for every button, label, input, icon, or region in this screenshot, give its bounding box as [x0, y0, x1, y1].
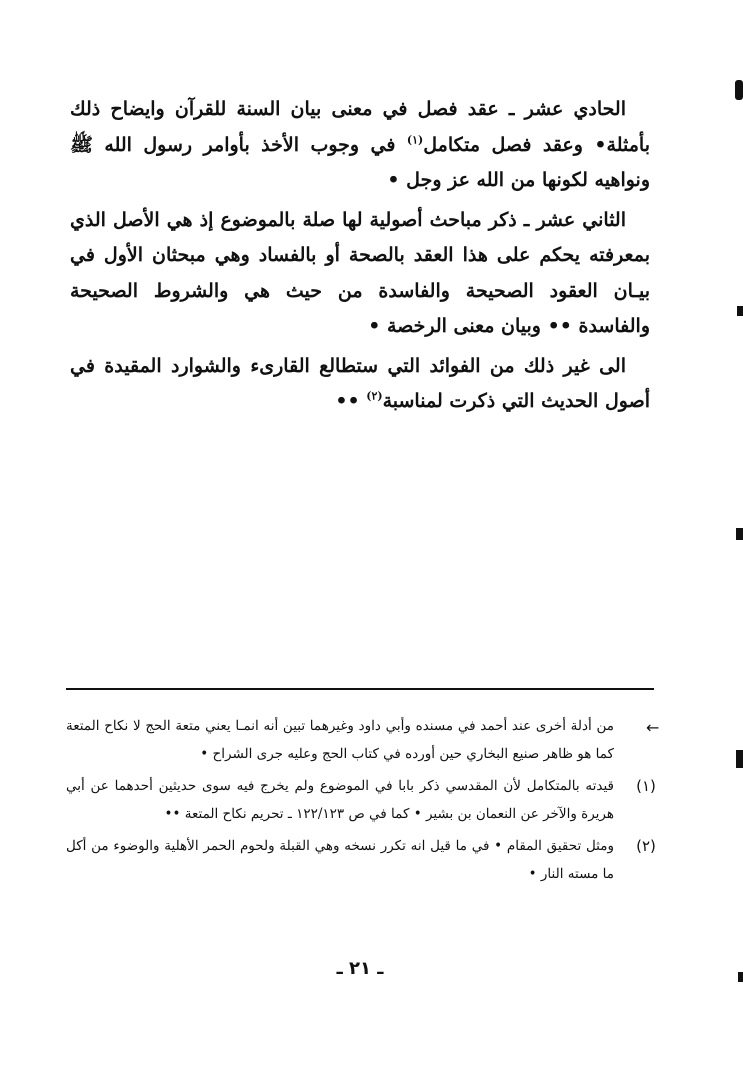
scan-edge-mark	[735, 80, 743, 100]
footnote-number: (٢)	[636, 837, 656, 855]
footnotes	[66, 712, 656, 892]
footnote-continuation: من أدلة أخرى عند أحمد في مسنده وأبي داود وغيرهما تبين أنه انمـا يعني متعة الحج لا نكاح المتعة كما هو ظاهر صنيع البخاري حين أورده في كتاب الحج وعليه جرى الشراح •	[66, 718, 614, 762]
paragraph-closing: الى غير ذلك من الفوائد التي ستطالع القارىء والشوارد المقيدة في أصول الحديث التي ذكرت لمناسبة$^{(٢)}$ ••	[70, 354, 650, 412]
footnote-ref-2[interactable]: (٢)	[366, 389, 383, 403]
scan-edge-mark	[737, 306, 743, 316]
scan-edge-mark	[738, 972, 743, 982]
page-number: ـ ٢١ ـ	[336, 958, 384, 979]
continuation-arrow-icon: ←	[646, 718, 660, 737]
footnote-1	[66, 772, 656, 828]
scan-edge-mark	[736, 528, 743, 540]
scan-edge-mark	[736, 750, 743, 768]
footnote-number: (١)	[636, 777, 656, 795]
footnote-text: قيدته بالمتكامل لأن المقدسي ذكر بابا في الموضوع ولم يخرج فيه سوى حديثين أحدهما عن أبي هريرة والآخر عن النعمان بن بشير • كما في ص ١٢٢/١٢٣ ـ تحريم نكاح المتعة ••	[66, 778, 614, 822]
footnote-text: ومثل تحقيق المقام • في ما قيل انه تكرر نسخه وهي القبلة ولحوم الحمر الأهلية والوضوء من أكل ما مسته النار •	[66, 838, 614, 882]
paragraph-eleventh: الحادي عشر ـ عقد فصل في معنى بيان السنة للقرآن وايضاح ذلك بأمثلة• وعقد فصل متكامل$^{(١)}$ في وجوب الأخذ بأوامر رسول الله ﷺ ونواهيه لكونها من الله عز وجل •	[70, 98, 650, 191]
paragraph-twelfth: الثاني عشر ـ ذكر مباحث أصولية لها صلة بالموضوع إذ هي الأصل الذي بمعرفته يحكم على هذا العقد بالصحة أو بالفساد وهي مبحثان الأول في بيـان العقود الصحيحة والفاسدة من حيث هي والشروط الصحيحة والفاسدة •• وبيان معنى الرخصة •	[70, 208, 650, 337]
footnote-divider	[66, 688, 654, 690]
footnote-2	[66, 832, 656, 888]
footnote-ref-1[interactable]: (١)	[406, 133, 424, 147]
main-text	[70, 92, 650, 424]
